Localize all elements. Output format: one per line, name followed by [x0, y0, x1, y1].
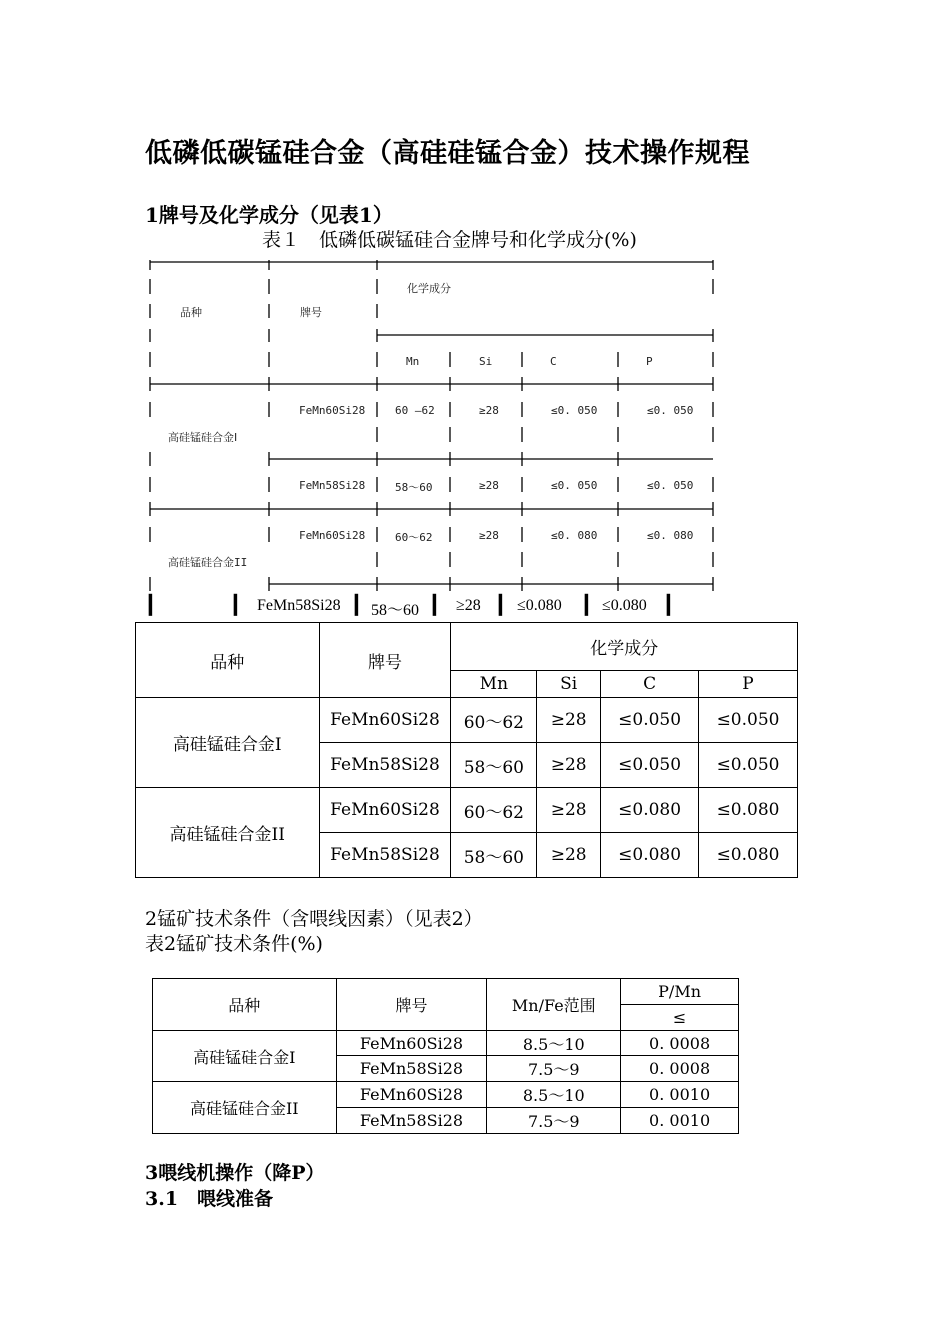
t1-cell-grade: FeMn58Si28 — [319, 833, 451, 878]
ascii-r1-mn: 60 —62 — [395, 404, 435, 417]
bar-divider: ┃ — [145, 595, 156, 615]
bar-divider: ┃ — [581, 595, 592, 615]
ascii-r1-c: ≤0. 050 — [551, 404, 598, 417]
table-row — [153, 1031, 739, 1056]
ascii-table — [148, 252, 718, 598]
ascii-header-mn: Mn — [406, 355, 420, 368]
t2-cell-pmn: 0. 0008 — [621, 1031, 739, 1056]
t1-cell-p: ≤0.050 — [699, 698, 798, 743]
t2-cell-range: 7.5～9 — [487, 1108, 621, 1134]
t2-cell-range: 8.5～10 — [487, 1031, 621, 1056]
section-3-1-heading: 3.1 喂线准备 — [145, 1188, 274, 1210]
t1-header-variety: 品种 — [136, 623, 320, 698]
t1-header-grade: 牌号 — [319, 623, 451, 698]
t2-cell-grade: FeMn60Si28 — [336, 1031, 487, 1056]
t2-cell-grade: FeMn60Si28 — [336, 1082, 487, 1108]
t1-header-c: C — [601, 671, 699, 698]
ascii-header-c: C — [550, 355, 557, 368]
bar-divider: ┃ — [495, 595, 506, 615]
ascii-r1-p: ≤0. 050 — [647, 404, 694, 417]
bar-divider: ┃ — [429, 595, 440, 615]
t1-cell-mn: 58～60 — [451, 833, 537, 878]
last-row-si: ≥28 — [456, 597, 481, 614]
last-row-p: ≤0.080 — [602, 597, 647, 614]
t1-cell-c: ≤0.050 — [601, 698, 699, 743]
t2-cell-pmn: 0. 0010 — [621, 1082, 739, 1108]
t2-group-name: 高硅锰硅合金Ⅰ — [153, 1031, 337, 1082]
ascii-r3-p: ≤0. 080 — [647, 529, 694, 542]
t1-cell-grade: FeMn60Si28 — [319, 698, 451, 743]
ascii-header-p: P — [646, 355, 653, 368]
t2-cell-grade: FeMn58Si28 — [336, 1056, 487, 1082]
t1-cell-si: ≥28 — [537, 743, 601, 788]
ascii-header-grade: 牌号 — [300, 306, 322, 319]
t1-cell-c: ≤0.080 — [601, 788, 699, 833]
table-row — [153, 1082, 739, 1108]
ascii-r3-mn: 60～62 — [395, 531, 433, 544]
ascii-r2-p: ≤0. 050 — [647, 479, 694, 492]
t1-cell-mn: 60～62 — [451, 698, 537, 743]
ascii-header-chem: 化学成分 — [407, 282, 451, 295]
table1 — [135, 622, 798, 878]
t2-cell-range: 8.5～10 — [487, 1082, 621, 1108]
ascii-r2-mn: 58～60 — [395, 481, 433, 494]
last-row-grade: FeMn58Si28 — [257, 597, 341, 614]
ascii-r2-grade: FeMn58Si28 — [299, 479, 366, 492]
table2-caption: 表2锰矿技术条件(%) — [145, 933, 323, 955]
ascii-header-variety: 品种 — [180, 306, 202, 319]
t1-header-mn: Mn — [451, 671, 537, 698]
t1-cell-p: ≤0.080 — [699, 833, 798, 878]
ascii-r3-si: ≥28 — [479, 529, 499, 542]
ascii-r1-grade: FeMn60Si28 — [299, 404, 366, 417]
t1-group-name: 高硅锰硅合金Ⅰ — [136, 698, 320, 788]
ascii-r2-c: ≤0. 050 — [551, 479, 598, 492]
ascii-r3-c: ≤0. 080 — [551, 529, 598, 542]
ascii-group2: 高硅锰硅合金II — [168, 556, 248, 569]
t2-header-grade: 牌号 — [336, 979, 487, 1031]
table1-caption: 表１ 低磷低碳锰硅合金牌号和化学成分(%) — [262, 229, 637, 251]
t1-header-si: Si — [537, 671, 601, 698]
page-title: 低磷低碳锰硅合金（高硅硅锰合金）技术操作规程 — [145, 138, 750, 169]
t2-cell-grade: FeMn58Si28 — [336, 1108, 487, 1134]
t1-group-name: 高硅锰硅合金II — [136, 788, 320, 878]
last-row-mn: 58～60 — [371, 602, 420, 619]
ascii-group1: 高硅锰硅合金Ⅰ — [168, 431, 238, 444]
t2-header-range: Mn/Fe范围 — [487, 979, 621, 1031]
t1-cell-grade: FeMn60Si28 — [319, 788, 451, 833]
t1-cell-grade: FeMn58Si28 — [319, 743, 451, 788]
t2-header-le: ≤ — [621, 1005, 739, 1031]
t1-header-chem: 化学成分 — [451, 623, 798, 671]
t2-header-variety: 品种 — [153, 979, 337, 1031]
table-row — [136, 788, 798, 833]
t1-header-p: P — [699, 671, 798, 698]
section-2-heading: 2锰矿技术条件（含喂线因素）（见表2） — [145, 908, 483, 930]
t1-cell-si: ≥28 — [537, 698, 601, 743]
bar-divider: ┃ — [663, 595, 674, 615]
t1-cell-si: ≥28 — [537, 833, 601, 878]
ascii-header-si: Si — [479, 355, 493, 368]
bar-divider: ┃ — [230, 595, 241, 615]
t1-cell-p: ≤0.050 — [699, 743, 798, 788]
section-1-heading: 1牌号及化学成分（见表1） — [145, 203, 393, 227]
t1-cell-p: ≤0.080 — [699, 788, 798, 833]
ascii-last-row — [145, 597, 705, 621]
last-row-c: ≤0.080 — [517, 597, 562, 614]
ascii-r1-si: ≥28 — [479, 404, 499, 417]
t2-cell-pmn: 0. 0010 — [621, 1108, 739, 1134]
ascii-table-lines — [148, 252, 718, 598]
t2-group-name: 高硅锰硅合金II — [153, 1082, 337, 1134]
t2-cell-range: 7.5～9 — [487, 1056, 621, 1082]
bar-divider: ┃ — [351, 595, 362, 615]
t1-cell-mn: 58～60 — [451, 743, 537, 788]
t1-cell-c: ≤0.080 — [601, 833, 699, 878]
ascii-r3-grade: FeMn60Si28 — [299, 529, 366, 542]
table2 — [152, 978, 739, 1134]
section-3-heading: 3喂线机操作（降P） — [145, 1162, 325, 1184]
ascii-r2-si: ≥28 — [479, 479, 499, 492]
t1-cell-si: ≥28 — [537, 788, 601, 833]
t2-header-pmn: P/Mn — [621, 979, 739, 1005]
t1-cell-c: ≤0.050 — [601, 743, 699, 788]
t1-cell-mn: 60～62 — [451, 788, 537, 833]
t2-cell-pmn: 0. 0008 — [621, 1056, 739, 1082]
table-row — [136, 698, 798, 743]
